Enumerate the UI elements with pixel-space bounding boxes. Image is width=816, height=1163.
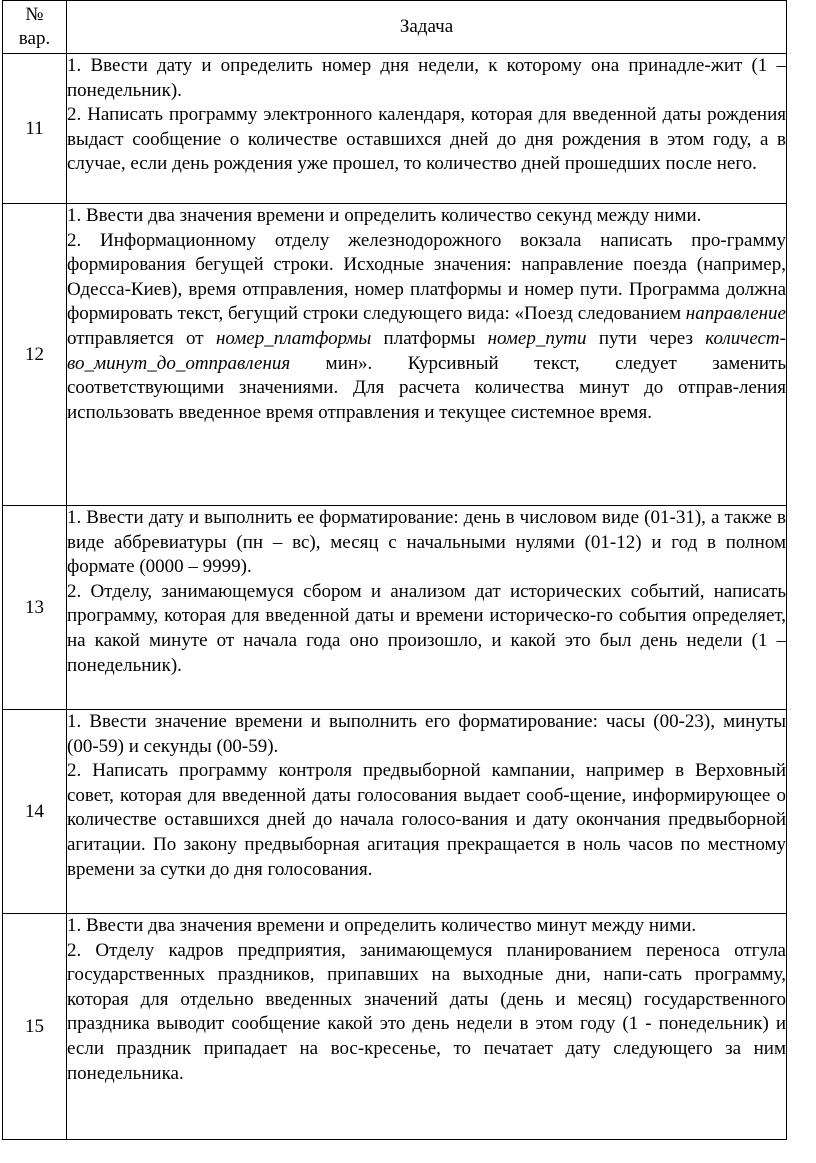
header-row: [3, 1, 787, 54]
task-text: 2. Отделу кадров предприятия, занимающемуся планированием переноса отгула государственных праздников, припавших на выходные дни, напи-сать программу, которая для отдельно введенных значений даты (день и месяц) государственного праздника выводит сообщение какой это день недели в этом году (1 - понедельник) и если праздник припадает на вос-кресенье, то печатает дату следующего за ним понедельника.: [67, 939, 786, 1084]
table-row: [3, 204, 787, 506]
variant-number: 14: [3, 710, 67, 914]
variant-number: 12: [3, 204, 67, 506]
task-paragraph: [67, 54, 786, 103]
task-text: 1. Ввести дату и определить номер дня недели, к которому она принадле-жит (1 – понедельник).: [67, 55, 786, 101]
task-paragraph: [67, 229, 786, 426]
variant-header-line-2: вар.: [18, 28, 51, 49]
task-paragraph: [67, 580, 786, 678]
italic-placeholder-text: номер_платформы: [215, 327, 372, 349]
task-text: 1. Ввести дату и выполнить ее форматирование: день в числовом виде (01-31), а также в виде аббревиатуры (пн – вс), месяц с начальными нулями (01-12) и год в полном формате (0000 – 9999).: [67, 507, 786, 578]
table-row: [3, 710, 787, 914]
italic-placeholder-text: количест-во_минут_до_отправления: [67, 327, 786, 374]
task-header: Задача: [67, 1, 787, 54]
task-text: 2. Информационному отделу железнодорожного вокзала написать про-грамму формирования бегущей строки. Исходные значения: направление поезда (например, Одесса-Киев), время отправления, номер платформы и номер пути. Программа должна формировать текст, бегущий строки следующего вида: «Поезд следованием: [67, 229, 786, 325]
task-cell: [67, 506, 787, 710]
table-row: [3, 54, 787, 204]
task-text: 1. Ввести значение времени и выполнить его форматирование: часы (00-23), минуты (00-59) и секунды (00-59).: [67, 711, 786, 757]
task-table: [2, 0, 787, 1140]
task-text: 2. Написать программу электронного календаря, которая для введенной даты рождения выдаст сообщение о количестве оставшихся дней до дня рождения в этом году, а в случае, если день рождения уже прошел, то количество дней прошедших после него.: [67, 104, 786, 175]
task-text: пути через: [586, 327, 706, 349]
task-paragraph: [67, 204, 786, 229]
variant-number: 15: [3, 914, 67, 1140]
task-paragraph: [67, 914, 786, 939]
task-text: платформы: [371, 327, 488, 349]
task-text: мин». Курсивный текст, следует заменить соответствующими значениями. Для расчета количества минут до отправ-ления использовать введенное время отправления и текущее системное время.: [67, 352, 786, 423]
task-text: отправляется от: [67, 327, 216, 349]
task-cell: [67, 204, 787, 506]
italic-placeholder-text: номер_пути: [487, 327, 587, 349]
italic-placeholder-text: направление: [685, 303, 786, 325]
variant-number: 13: [3, 506, 67, 710]
table-row: [3, 506, 787, 710]
task-text: 2. Написать программу контроля предвыборной кампании, например в Верховный совет, которая для введенной даты голосования выдает сооб-щение, информирующее о количестве оставшихся дней до начала голосо-вания и дату окончания предвыборной агитации. По закону предвыборная агитация прекращается в ноль часов по местному времени за сутки до дня голосования.: [67, 760, 786, 880]
task-cell: [67, 710, 787, 914]
task-cell: [67, 914, 787, 1140]
task-paragraph: [67, 759, 786, 882]
table-row: [3, 914, 787, 1140]
variant-number: 11: [3, 54, 67, 204]
task-text: 2. Отделу, занимающемуся сбором и анализом дат исторических событий, написать программу, которая для введенной даты и времени историческо-го события определяет, на какой минуте от начала года оно произошло, и какой это был день недели (1 – понедельник).: [67, 580, 786, 676]
task-paragraph: [67, 103, 786, 177]
task-paragraph: [67, 939, 786, 1087]
task-paragraph: [67, 506, 786, 580]
task-text: 1. Ввести два значения времени и определить количество секунд между ними.: [67, 205, 702, 226]
variant-header: [3, 1, 67, 54]
variant-header-line-1: №: [25, 4, 44, 25]
task-text: 1. Ввести два значения времени и определить количество минут между ними.: [67, 915, 697, 936]
task-paragraph: [67, 710, 786, 759]
task-cell: [67, 54, 787, 204]
